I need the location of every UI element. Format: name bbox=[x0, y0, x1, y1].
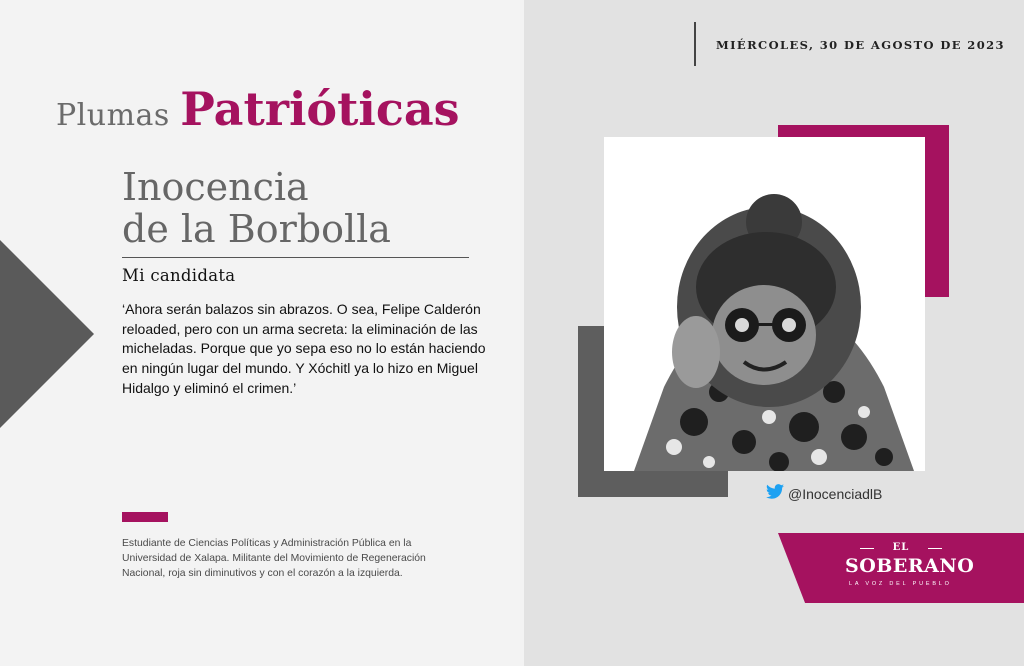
author-bio: Estudiante de Ciencias Políticas y Administración Pública en la Universidad de Xalapa. Militante del Movimiento de Regeneración Nacional, roja sin diminutivos y con el corazón a la izquierda. bbox=[122, 538, 426, 579]
brand-prefix: Plumas bbox=[56, 98, 170, 133]
logo-name: SOBERANO bbox=[845, 555, 975, 577]
article-title: Mi candidata bbox=[122, 266, 236, 285]
article-quote: ‘Ahora serán balazos sin abrazos. O sea, Felipe Calderón reloaded, pero con un arma secreta: la eliminación de las micheladas. Porque que yo sepa eso no lo están haciendo en ningún lugar del mundo. Y Xóchitl ya lo hizo en Miguel Hidalgo y eliminó el crimen.’ bbox=[122, 301, 486, 396]
twitter-bird-icon bbox=[766, 484, 784, 504]
date-divider bbox=[694, 22, 696, 66]
logo-line-right bbox=[928, 548, 942, 549]
brand-highlight: Patrióticas bbox=[180, 82, 460, 136]
logo-line-left bbox=[860, 548, 874, 549]
logo-top-text: EL bbox=[892, 542, 910, 553]
author-name bbox=[122, 166, 391, 250]
el-soberano-logo bbox=[778, 533, 1024, 603]
title-divider bbox=[122, 257, 469, 258]
publication-date: MIÉRCOLES, 30 DE AGOSTO DE 2023 bbox=[716, 38, 1005, 52]
author-name-line2: de la Borbolla bbox=[122, 207, 391, 251]
twitter-handle[interactable] bbox=[766, 484, 882, 504]
twitter-handle-text: @InocenciadlB bbox=[788, 486, 883, 502]
bio-accent-bar bbox=[122, 512, 168, 522]
author-portrait bbox=[604, 137, 925, 471]
arrow-decoration bbox=[0, 240, 94, 428]
author-name-line1: Inocencia bbox=[122, 165, 309, 209]
logo-tagline: LA VOZ DEL PUEBLO bbox=[849, 581, 952, 587]
column-brand bbox=[56, 82, 460, 136]
